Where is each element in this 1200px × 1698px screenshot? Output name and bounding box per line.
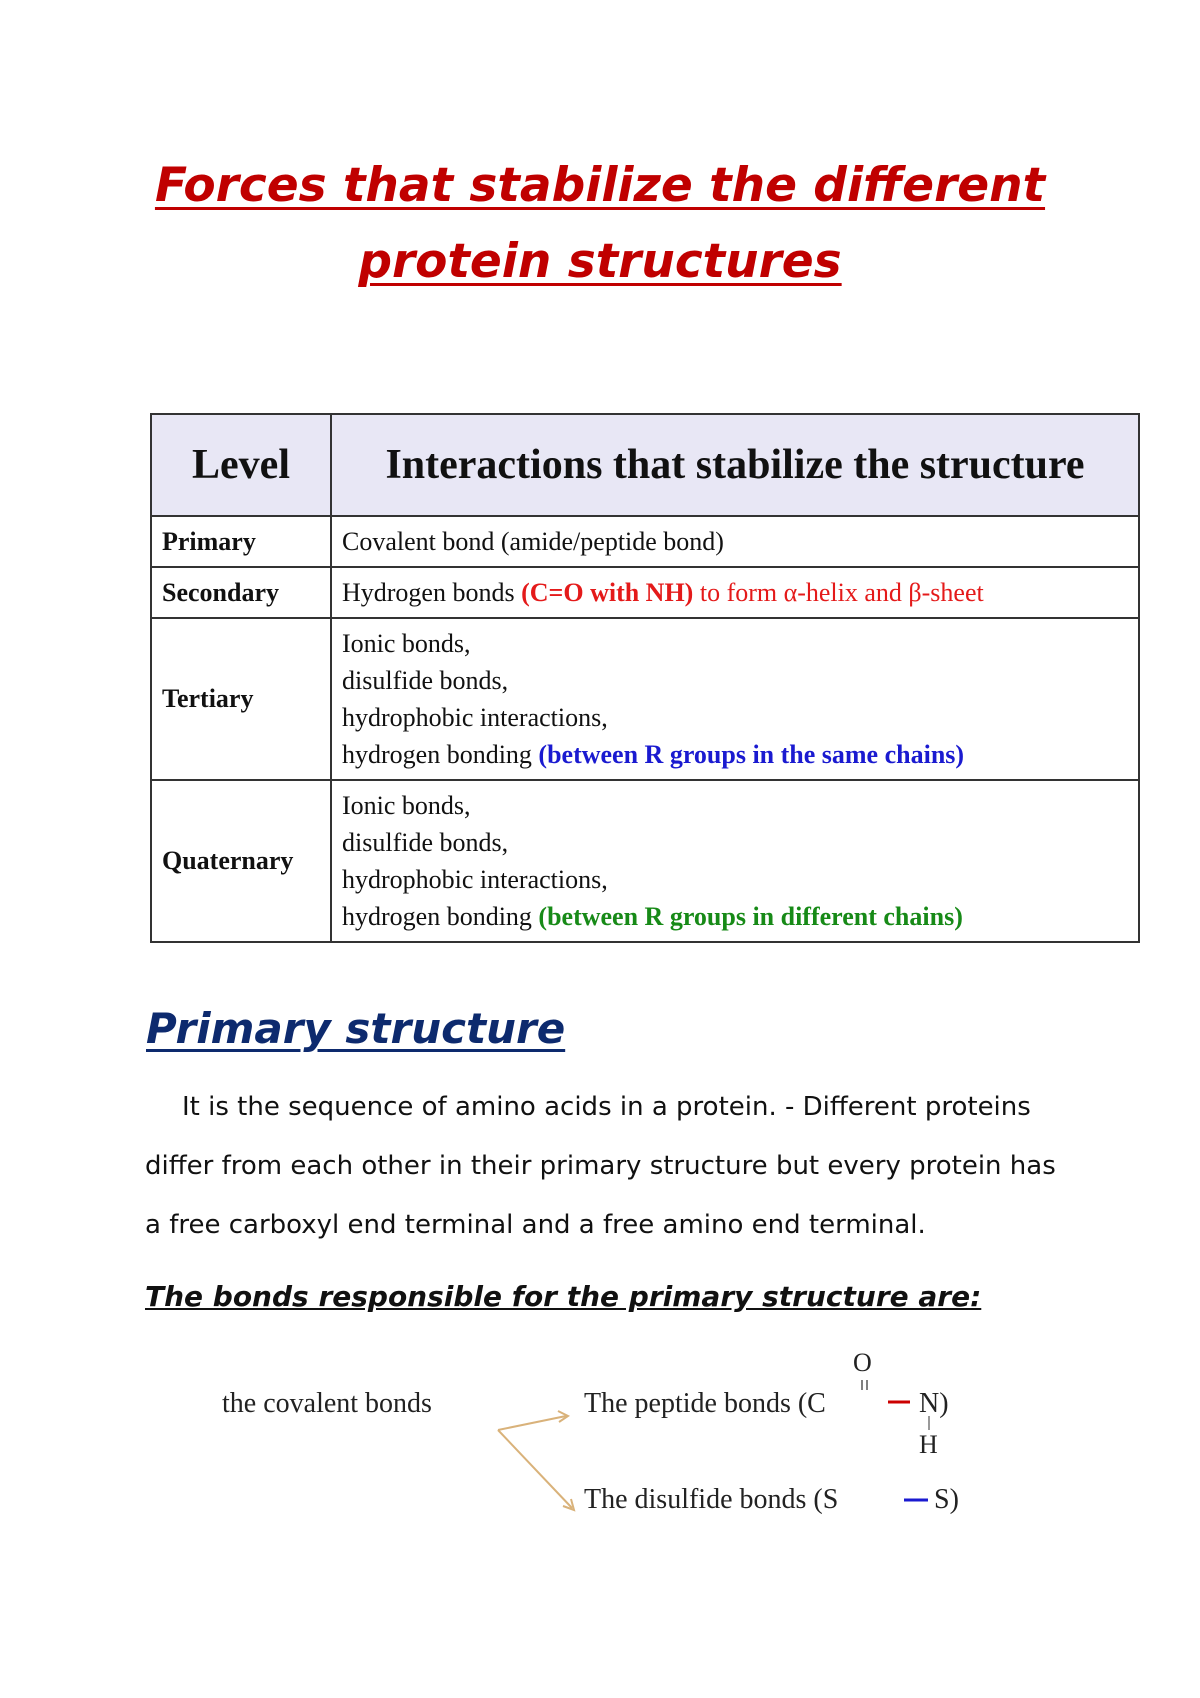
tertiary-line-4 [342, 736, 1128, 773]
table-row [151, 567, 1139, 618]
level-secondary: Secondary [151, 567, 331, 618]
tertiary-line-2: disulfide bonds, [342, 666, 509, 695]
arrow-to-peptide [498, 1416, 566, 1430]
page-title [0, 148, 1200, 300]
header-level: Level [151, 414, 331, 516]
disulfide-s-label: S) [934, 1484, 959, 1515]
header-interactions: Interactions that stabilize the structure [331, 414, 1139, 516]
branch-arrows [0, 1350, 1200, 1550]
interactions-secondary [331, 567, 1139, 618]
secondary-text-c: to form α-helix and β-sheet [693, 578, 984, 607]
paragraph-line-2: differ from each other in their primary structure but every protein has [145, 1151, 1056, 1181]
tertiary-line-1: Ionic bonds, [342, 629, 471, 658]
interactions-tertiary [331, 618, 1139, 780]
interactions-quaternary [331, 780, 1139, 942]
disulfide-bonds-label: The disulfide bonds (S [584, 1484, 839, 1515]
quaternary-line-2: disulfide bonds, [342, 828, 509, 857]
quaternary-line-4a: hydrogen bonding [342, 902, 539, 931]
peptide-n-label: N) [919, 1388, 949, 1419]
secondary-text-b: (C=O with NH) [521, 578, 694, 607]
table-header-row [151, 414, 1139, 516]
level-primary: Primary [151, 516, 331, 567]
quaternary-line-1: Ionic bonds, [342, 791, 471, 820]
title-line-1: Forces that stabilize the different [154, 158, 1046, 213]
tertiary-line-3: hydrophobic interactions, [342, 703, 608, 732]
paragraph-line-1: It is the sequence of amino acids in a protein. - Different proteins [182, 1092, 1031, 1122]
paragraph-line-3: a free carboxyl end terminal and a free amino end terminal. [145, 1210, 926, 1240]
secondary-text-a: Hydrogen bonds [342, 578, 522, 607]
table-row [151, 618, 1139, 780]
table-row [151, 516, 1139, 567]
primary-structure-heading: Primary structure [146, 1004, 566, 1053]
primary-structure-paragraph [145, 1078, 1075, 1255]
arrow-to-disulfide [498, 1430, 572, 1508]
tertiary-line-4b: (between R groups in the same chains) [538, 740, 965, 769]
covalent-bonds-label: the covalent bonds [222, 1388, 432, 1419]
amide-h-label: H [919, 1430, 938, 1459]
quaternary-line-3: hydrophobic interactions, [342, 865, 608, 894]
table-row [151, 780, 1139, 942]
bonds-subheading: The bonds responsible for the primary structure are: [145, 1280, 982, 1313]
level-tertiary: Tertiary [151, 618, 331, 780]
interactions-table [150, 413, 1140, 943]
quaternary-line-4b: (between R groups in different chains) [538, 902, 963, 931]
peptide-bonds-label: The peptide bonds (C [584, 1388, 826, 1419]
title-line-2: protein structures [358, 234, 842, 289]
interactions-primary: Covalent bond (amide/peptide bond) [331, 516, 1139, 567]
tertiary-line-4a: hydrogen bonding [342, 740, 539, 769]
quaternary-line-4 [342, 898, 1128, 935]
bonds-diagram [0, 1350, 1200, 1550]
carbonyl-o-label: O [853, 1348, 872, 1377]
level-quaternary: Quaternary [151, 780, 331, 942]
